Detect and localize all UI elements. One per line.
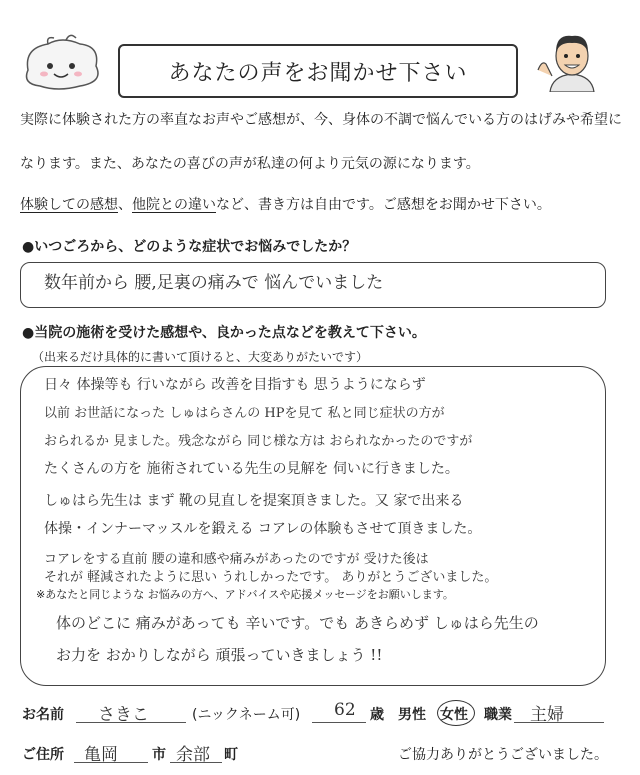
page-title: あなたの声をお聞かせ下さい xyxy=(118,44,518,98)
message-line: お力を おかりしながら 頑張っていきましょう !! xyxy=(56,646,383,664)
impressions-line: 日々 体操等も 行いながら 改善を目指すも 思うようにならず xyxy=(44,377,426,393)
intro-emphasis-1: 体験しての感想 xyxy=(20,197,118,213)
town-label: 町 xyxy=(224,747,238,763)
mascot-illustration xyxy=(18,30,108,98)
age-label: 歳 xyxy=(370,707,384,723)
job-value: 主婦 xyxy=(530,705,564,725)
city-label: 市 xyxy=(152,747,166,763)
intro-line-1: 実際に体験された方の率直なお声やご感想が、今、身体の不調で悩んでいる方のはげみや希望に xyxy=(20,112,622,128)
symptoms-answer: 数年前から 腰,足裏の痛みで 悩んでいました xyxy=(44,273,384,293)
message-note: ※あなたと同じような お悩みの方へ、アドバイスや応援メッセージをお願いします。 xyxy=(36,588,454,601)
address-label: ご住所 xyxy=(22,747,64,763)
intro-emphasis-2: 他院との違い xyxy=(132,197,216,213)
intro-separator: 、 xyxy=(118,197,132,213)
message-line: 体のどこに 痛みがあっても 辛いです。でも あきらめず しゅはら先生の xyxy=(56,614,539,632)
intro-line-3 xyxy=(20,196,551,214)
gender-male: 男性 xyxy=(398,707,426,723)
town-value: 余部 xyxy=(176,745,210,765)
impressions-line: コアレをする直前 腰の違和感や痛みがあったのですが 受けた後は xyxy=(44,552,429,567)
gender-selected-circle xyxy=(437,700,475,726)
impressions-line: おられるか 見ました。残念ながら 同じ様な方は おられなかったのですが xyxy=(44,434,473,449)
city-value: 亀岡 xyxy=(84,745,118,765)
age-underline xyxy=(312,722,366,723)
intro-rest: など、書き方は自由です。ご感想をお聞かせ下さい。 xyxy=(216,197,551,213)
name-value: さきこ xyxy=(98,705,149,725)
question-symptoms: ●いつごろから、どのような症状でお悩みでしたか？ xyxy=(22,239,357,255)
impressions-line: それが 軽減されたように思い うれしかったです。 ありがとうございました。 xyxy=(44,570,498,585)
staff-illustration xyxy=(532,30,612,96)
intro-line-2: なります。また、あなたの喜びの声が私達の何より元気の源になります。 xyxy=(20,156,480,172)
nickname-note: (ニックネーム可) xyxy=(192,707,301,723)
impressions-line: しゅはら先生は まず 靴の見直しを提案頂きました。又 家で出来る xyxy=(44,493,464,509)
age-value: 62 xyxy=(334,700,356,720)
impressions-line: 体操・インナーマッスルを鍛える コアレの体験もさせて頂きました。 xyxy=(44,521,482,537)
thanks-message: ご協力ありがとうございました。 xyxy=(398,747,608,763)
gender-female: 女性 xyxy=(440,707,468,723)
impressions-line: 以前 お世話になった しゅはらさんの HPを見て 私と同じ症状の方が xyxy=(44,406,445,421)
job-label: 職業 xyxy=(484,707,512,723)
impressions-line: たくさんの方を 施術されている先生の見解を 伺いに行きました。 xyxy=(44,461,459,477)
impressions-note: （出来るだけ具体的に書いて頂けると、大変ありがたいです） xyxy=(32,350,369,364)
name-label: お名前 xyxy=(22,707,64,723)
question-impressions: ●当院の施術を受けた感想や、良かった点などを教えて下さい。 xyxy=(22,325,426,341)
